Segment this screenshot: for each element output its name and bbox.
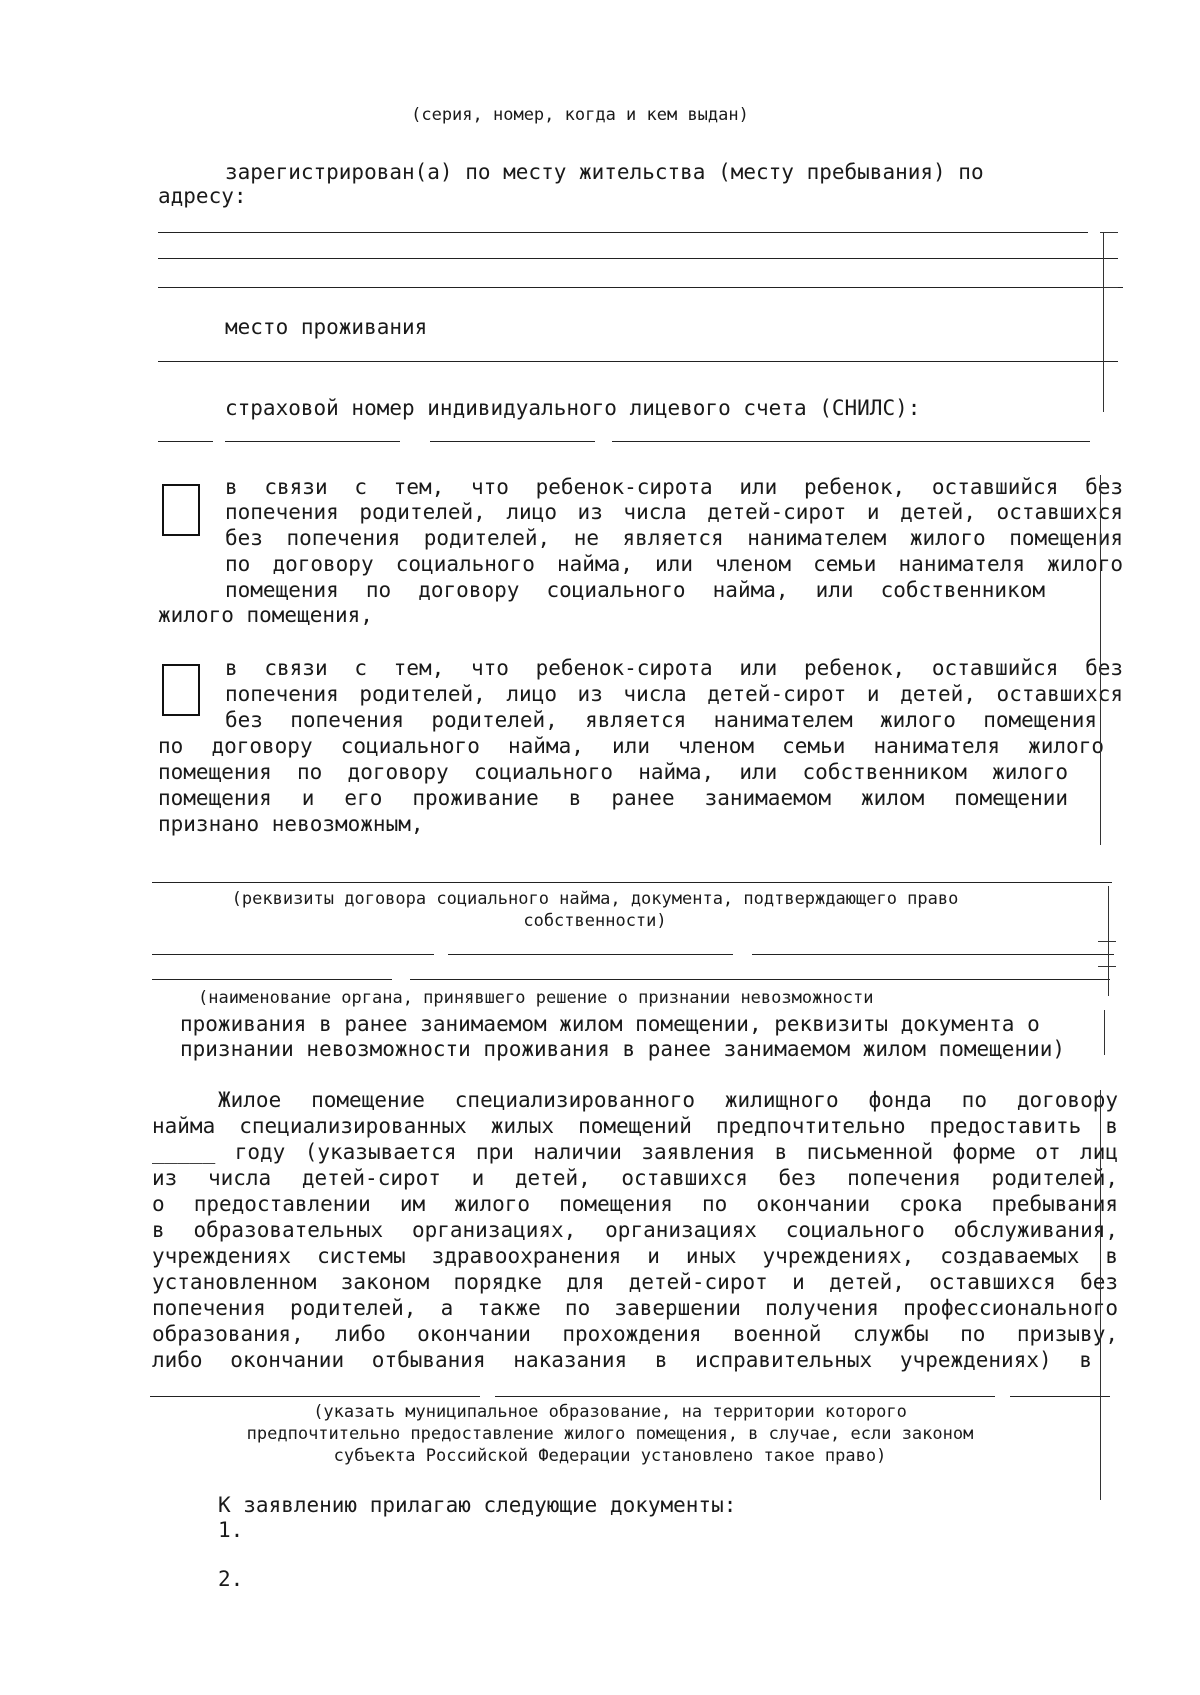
- housing-line-4: из числа детей-сирот и детей, оставшихся без попечения родителей,: [152, 1166, 1118, 1190]
- margin-tick: [1098, 941, 1116, 942]
- snils-line-part4[interactable]: [612, 441, 1090, 442]
- authority-line-part1[interactable]: [152, 954, 434, 955]
- option1-line-5: помещения по договору социального найма, или собственником: [225, 578, 1045, 602]
- housing-line-9: попечения родителей, а также по завершении получения профессионального: [152, 1296, 1118, 1320]
- margin-tick: [1098, 966, 1116, 967]
- margin-rule-1: [1103, 232, 1104, 412]
- address-line-1[interactable]: [158, 232, 1088, 233]
- authority-caption-line3: признании невозможности проживания в ранее занимаемом жилом помещении): [180, 1037, 1066, 1061]
- contract-caption: (реквизиты договора социального найма, документа, подтверждающего право собственности): [231, 889, 959, 931]
- option1-checkbox[interactable]: [162, 484, 200, 536]
- housing-line-8: установленном законом порядке для детей-сирот и детей, оставшихся без: [152, 1270, 1118, 1294]
- snils-label: страховой номер индивидуального лицевого счета (СНИЛС):: [225, 396, 921, 420]
- contract-line[interactable]: [152, 882, 1112, 883]
- address-line-2[interactable]: [158, 258, 1118, 259]
- margin-rule-4: [1104, 1010, 1105, 1055]
- attachments-label: К заявлению прилагаю следующие документы:: [218, 1493, 737, 1517]
- housing-line-2: найма специализированных жилых помещений предпочтительно предоставить в: [152, 1114, 1118, 1138]
- option1-line-1: в связи с тем, что ребенок-сирота или ребенок, оставшийся без: [225, 475, 1123, 499]
- registered-text-line1: зарегистрирован(а) по месту жительства (месту пребывания) по: [225, 160, 984, 184]
- registered-text-line2: адресу:: [158, 184, 247, 208]
- housing-line-10: образования, либо окончании прохождения военной службы по призыву,: [152, 1322, 1118, 1346]
- margin-tick: [1100, 232, 1118, 233]
- housing-line-6: в образовательных организациях, организациях социального обслуживания,: [152, 1218, 1118, 1242]
- attachment-item-2[interactable]: 2.: [218, 1567, 244, 1591]
- snils-line-part2[interactable]: [225, 441, 400, 442]
- residence-label: место проживания: [225, 315, 428, 339]
- housing-line-7: учреждениях системы здравоохранения и иных учреждениях, создаваемых в: [152, 1244, 1118, 1268]
- authority-line2-part2[interactable]: [410, 979, 1110, 980]
- option1-line-6: жилого помещения,: [158, 603, 373, 627]
- snils-line-part1[interactable]: [158, 441, 213, 442]
- option2-line-4: по договору социального найма, или членом семьи нанимателя жилого: [158, 734, 1104, 758]
- option2-line-5: помещения по договору социального найма, или собственником жилого: [158, 760, 1068, 784]
- residence-line[interactable]: [158, 361, 1118, 362]
- municipality-line-part2[interactable]: [495, 1396, 995, 1397]
- attachment-item-1[interactable]: 1.: [218, 1518, 244, 1542]
- option1-line-2: попечения родителей, лицо из числа детей-сирот и детей, оставшихся: [225, 500, 1123, 524]
- option2-line-3: без попечения родителей, является нанимателем жилого помещения: [225, 708, 1097, 732]
- option1-line-4: по договору социального найма, или членом семьи нанимателя жилого: [225, 552, 1123, 576]
- municipality-caption: (указать муниципальное образование, на территории которого предпочтительно предоставление жилого помещения, в случае, если законом субъекта Российской Федерации установлено такое право): [246, 1402, 974, 1466]
- housing-line-3: _____ году (указывается при наличии заявления в письменной форме от лиц: [152, 1140, 1118, 1164]
- option2-line-7: признано невозможным,: [158, 812, 424, 836]
- authority-caption-line2: проживания в ранее занимаемом жилом помещении, реквизиты документа о: [180, 1012, 1040, 1036]
- authority-line2-part1[interactable]: [152, 979, 392, 980]
- option1-line-3: без попечения родителей, не является нанимателем жилого помещения: [225, 526, 1123, 550]
- address-line-3[interactable]: [158, 287, 1123, 288]
- option2-checkbox[interactable]: [162, 664, 200, 716]
- municipality-line-part3[interactable]: [1010, 1396, 1110, 1397]
- housing-line-5: о предоставлении им жилого помещения по окончании срока пребывания: [152, 1192, 1118, 1216]
- passport-caption: (серия, номер, когда и кем выдан): [411, 105, 749, 125]
- housing-line-1: Жилое помещение специализированного жилищного фонда по договору: [218, 1088, 1118, 1112]
- authority-line-part2[interactable]: [448, 954, 733, 955]
- authority-caption-line1: (наименование органа, принявшего решение о признании невозможности: [198, 988, 874, 1008]
- snils-line-part3[interactable]: [430, 441, 595, 442]
- margin-rule-5: [1100, 1090, 1101, 1500]
- municipality-line-part1[interactable]: [150, 1396, 480, 1397]
- option2-line-2: попечения родителей, лицо из числа детей-сирот и детей, оставшихся: [225, 682, 1123, 706]
- housing-line-11: либо окончании отбывания наказания в исправительных учреждениях) в: [152, 1348, 1092, 1372]
- option2-line-6: помещения и его проживание в ранее занимаемом жилом помещении: [158, 786, 1068, 810]
- margin-rule-2: [1100, 475, 1101, 845]
- option2-line-1: в связи с тем, что ребенок-сирота или ребенок, оставшийся без: [225, 656, 1123, 680]
- margin-tick: [1100, 287, 1118, 288]
- authority-line-part3[interactable]: [752, 954, 1114, 955]
